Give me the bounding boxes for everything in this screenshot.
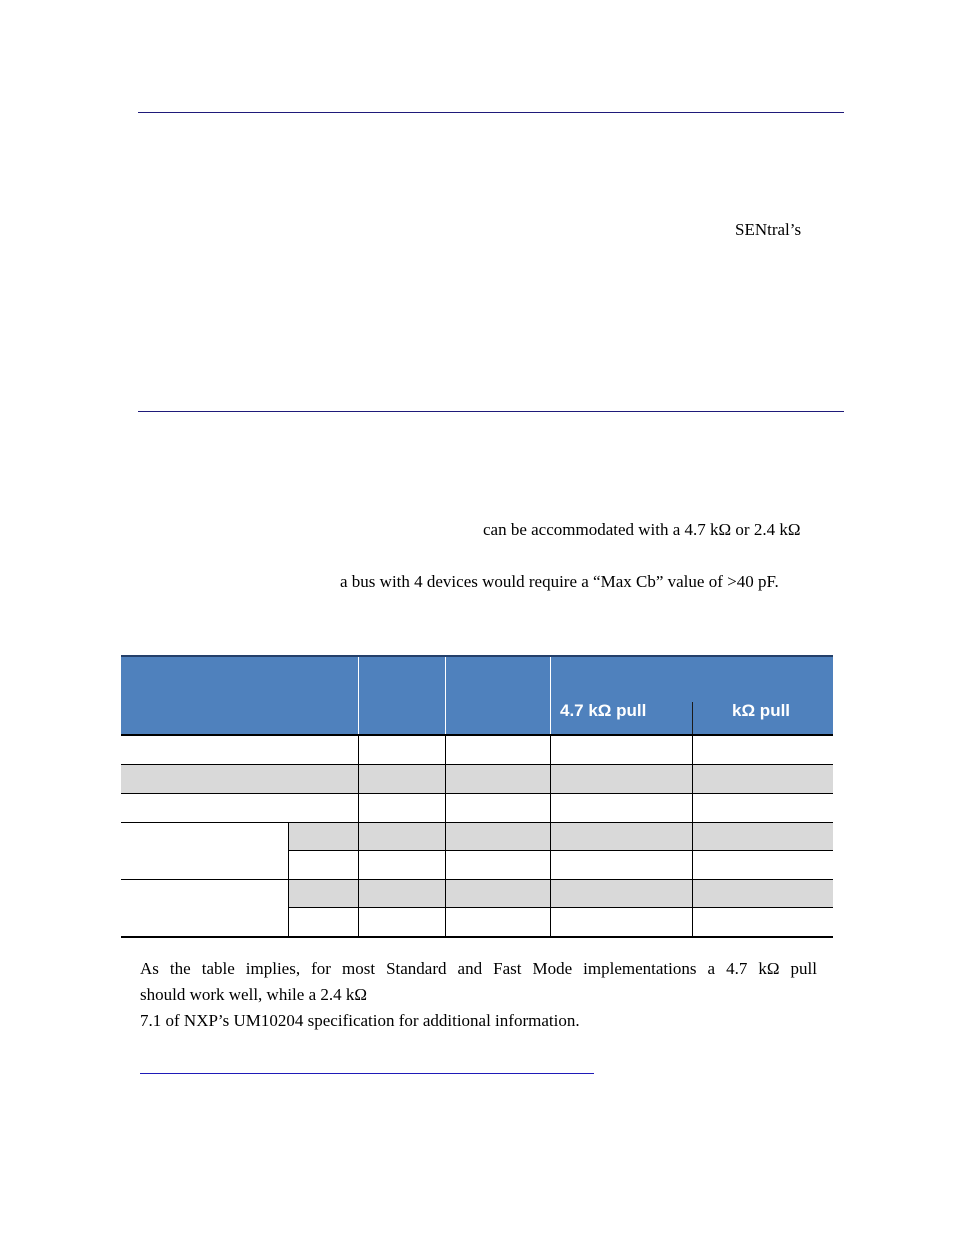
table-cell-divider	[550, 765, 551, 793]
header-subdivider	[692, 702, 693, 734]
header-cell-k-pull: kΩ pull	[732, 701, 791, 720]
pullup-resistor-table	[121, 655, 833, 938]
table-row	[121, 851, 833, 879]
conclusion-line-1: As the table implies, for most Standard and Fast Mode implementations a 4.7 kΩ pull	[140, 959, 817, 978]
table-cell-divider	[288, 880, 289, 908]
header-divider	[445, 657, 446, 734]
table-cell-divider	[692, 765, 693, 793]
conclusion-line-3: 7.1 of NXP’s UM10204 specification for additional information.	[140, 1011, 580, 1030]
table-cell-divider	[550, 851, 551, 879]
table-cell-divider	[445, 794, 446, 822]
table-cell-divider	[358, 908, 359, 936]
table-cell-divider	[358, 736, 359, 764]
body-text-accommodated: can be accommodated with a 4.7 kΩ or 2.4 kΩ	[483, 520, 801, 539]
table-cell-divider	[445, 736, 446, 764]
row-separator	[288, 850, 833, 851]
table-cell-divider	[288, 908, 289, 936]
body-text-sentral: SENtral’s	[735, 220, 802, 239]
group-label-cell	[121, 880, 288, 908]
header-divider	[550, 657, 551, 734]
group-label-cell	[121, 823, 288, 851]
table-cell-divider	[358, 765, 359, 793]
table-cell-divider	[358, 823, 359, 851]
table-cell-divider	[550, 908, 551, 936]
conclusion-paragraph	[140, 956, 817, 1034]
table-cell-divider	[288, 823, 289, 851]
table-cell-divider	[445, 765, 446, 793]
table-cell-divider	[445, 823, 446, 851]
table-cell-divider	[550, 794, 551, 822]
table-cell-divider	[692, 908, 693, 936]
table-cell-divider	[550, 736, 551, 764]
table-row	[121, 822, 833, 851]
table-cell-divider	[692, 794, 693, 822]
table-cell-divider	[550, 880, 551, 908]
row-separator	[288, 907, 833, 908]
table-cell-divider	[692, 880, 693, 908]
conclusion-line-2: should work well, while a 2.4 kΩ	[140, 985, 367, 1004]
section-divider-top	[138, 112, 844, 113]
body-text-bus-devices: a bus with 4 devices would require a “Max Cb” value of >40 pF.	[340, 572, 779, 591]
table-cell-divider	[550, 823, 551, 851]
table-row	[121, 879, 833, 908]
table-cell-divider	[445, 851, 446, 879]
header-cell-4-7k-pull: 4.7 kΩ pull	[560, 701, 647, 720]
table-cell-divider	[358, 851, 359, 879]
header-divider	[358, 657, 359, 734]
table-row	[121, 764, 833, 793]
table-row	[121, 736, 833, 764]
table-cell-divider	[358, 880, 359, 908]
table-cell-divider	[358, 794, 359, 822]
table-cell-divider	[692, 736, 693, 764]
table-cell-divider	[445, 880, 446, 908]
table-header	[121, 655, 833, 734]
table-row	[121, 793, 833, 822]
table-body	[121, 734, 833, 938]
table-row	[121, 908, 833, 936]
table-cell-divider	[692, 851, 693, 879]
table-cell-divider	[288, 851, 289, 879]
table-cell-divider	[445, 908, 446, 936]
table-cell-divider	[692, 823, 693, 851]
footnote-link-underline[interactable]	[140, 1073, 594, 1074]
section-divider-middle	[138, 411, 844, 412]
